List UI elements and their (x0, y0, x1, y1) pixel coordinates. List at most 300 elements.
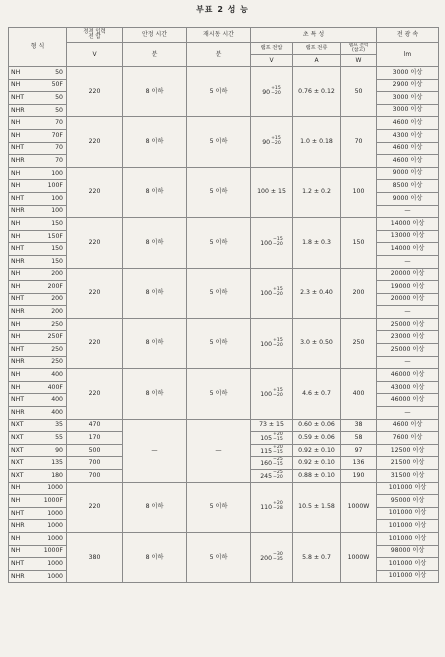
type-cell (9, 155, 67, 168)
lamp-current-cell: 0.88 ± 0.10 (293, 470, 341, 483)
tolerance-upper: −25 (273, 469, 283, 475)
rated-voltage-cell: 700 (67, 457, 123, 470)
header-restart-unit: 분 (187, 43, 251, 67)
table-row (9, 167, 439, 180)
lamp-power-cell: 1000W (341, 482, 377, 532)
tolerance-upper: +20 (273, 501, 283, 507)
type-model: NHT (11, 295, 25, 303)
type-cell (9, 268, 67, 281)
flux-cell: 3000 이상 (377, 104, 439, 117)
tolerance-lower: −20 (273, 342, 283, 348)
header-lamp-a-unit: A (293, 55, 341, 67)
type-cell (9, 470, 67, 483)
lamp-voltage-value: 90 (262, 88, 271, 96)
type-wattage: 35 (55, 421, 63, 429)
stable-time-cell: 8 이하 (123, 318, 187, 368)
type-wattage: 70F (51, 131, 63, 139)
restart-time-cell: 5 이하 (187, 532, 251, 582)
type-cell (9, 520, 67, 533)
type-wattage: 250 (51, 345, 63, 353)
type-cell (9, 570, 67, 583)
flux-cell: 98000 이상 (377, 545, 439, 558)
lamp-voltage-tolerance (273, 288, 283, 298)
header-lamp-w: 램프 전력 (참고) (341, 43, 377, 55)
type-wattage: 50F (51, 81, 63, 89)
type-model: NH (11, 131, 21, 139)
type-cell (9, 432, 67, 445)
type-model: NHT (11, 93, 25, 101)
tolerance-lower: −35 (273, 556, 283, 562)
header-flux-unit: lm (377, 43, 439, 67)
header-type: 형 식 (9, 28, 67, 67)
type-cell (9, 318, 67, 331)
tolerance-upper: −25 (273, 457, 283, 463)
lamp-current-cell: 1.2 ± 0.2 (293, 167, 341, 217)
lamp-voltage-cell (251, 218, 293, 268)
lamp-voltage-cell (251, 532, 293, 582)
lamp-voltage-cell (251, 457, 293, 470)
type-cell (9, 104, 67, 117)
type-model: NXT (11, 459, 24, 467)
stable-time-cell: 8 이하 (123, 369, 187, 419)
lamp-voltage-cell (251, 117, 293, 167)
type-cell (9, 243, 67, 256)
type-model: NH (11, 333, 21, 341)
lamp-voltage-value: 105 (260, 435, 273, 443)
type-cell (9, 306, 67, 319)
type-model: NH (11, 370, 21, 378)
type-model: NHR (11, 106, 25, 114)
type-cell (9, 545, 67, 558)
restart-time-cell: 5 이하 (187, 67, 251, 117)
lamp-current-cell: 1.0 ± 0.18 (293, 117, 341, 167)
type-cell (9, 482, 67, 495)
type-cell (9, 180, 67, 193)
stable-time-cell: 8 이하 (123, 117, 187, 167)
rated-voltage-cell: 220 (67, 218, 123, 268)
lamp-voltage-cell (251, 419, 293, 432)
flux-cell: 13000 이상 (377, 230, 439, 243)
flux-cell: 46000 이상 (377, 369, 439, 382)
table-row (9, 318, 439, 331)
lamp-voltage-tolerance (273, 553, 283, 563)
lamp-voltage-tolerance (273, 502, 283, 512)
tolerance-upper: +15 (273, 388, 283, 394)
type-wattage: 200 (51, 307, 63, 315)
header-lamp-v: 램프 전압 (251, 43, 293, 55)
tolerance-lower: −20 (273, 392, 283, 398)
type-cell (9, 293, 67, 306)
type-wattage: 70 (55, 119, 63, 127)
header-initial: 초 특 성 (251, 28, 377, 43)
rated-voltage-cell: 470 (67, 419, 123, 432)
stable-time-cell: 8 이하 (123, 67, 187, 117)
type-model: NH (11, 182, 21, 190)
type-cell (9, 129, 67, 142)
tolerance-upper: +15 (273, 287, 283, 293)
type-wattage: 180 (51, 471, 63, 479)
lamp-power-cell: 38 (341, 419, 377, 432)
type-model: NH (11, 383, 21, 391)
type-cell (9, 507, 67, 520)
tolerance-lower: −20 (271, 141, 281, 147)
lamp-current-cell: 1.8 ± 0.3 (293, 218, 341, 268)
flux-cell: 14000 이상 (377, 243, 439, 256)
type-model: NH (11, 81, 21, 89)
type-model: NHR (11, 358, 25, 366)
tolerance-lower: −15 (273, 437, 283, 443)
restart-time-cell: 5 이하 (187, 482, 251, 532)
type-wattage: 1000 (47, 522, 63, 530)
stable-time-cell: 8 이하 (123, 532, 187, 582)
lamp-voltage-cell (251, 318, 293, 368)
tolerance-upper: +20 (273, 432, 283, 438)
type-wattage: 400 (51, 408, 63, 416)
type-cell (9, 394, 67, 407)
flux-cell: 20000 이상 (377, 293, 439, 306)
type-cell (9, 117, 67, 130)
rated-voltage-cell: 170 (67, 432, 123, 445)
lamp-power-cell: 97 (341, 444, 377, 457)
type-model: NHT (11, 245, 25, 253)
stable-time-cell: — (123, 419, 187, 482)
restart-time-cell: — (187, 419, 251, 482)
rated-voltage-cell: 220 (67, 482, 123, 532)
type-cell (9, 356, 67, 369)
type-cell (9, 558, 67, 571)
type-wattage: 1000 (47, 484, 63, 492)
flux-cell: 101000 이상 (377, 507, 439, 520)
restart-time-cell: 5 이하 (187, 268, 251, 318)
type-model: NH (11, 169, 21, 177)
type-model: NHT (11, 144, 25, 152)
type-wattage: 250 (51, 320, 63, 328)
type-model: NH (11, 547, 21, 555)
table-row (9, 369, 439, 382)
flux-cell: 23000 이상 (377, 331, 439, 344)
lamp-current-cell: 3.0 ± 0.50 (293, 318, 341, 368)
type-wattage: 1000F (43, 547, 63, 555)
type-wattage: 100F (47, 182, 63, 190)
type-cell (9, 281, 67, 294)
header-lamp-w-unit: W (341, 55, 377, 67)
type-model: NXT (11, 471, 24, 479)
flux-cell: 46000 이상 (377, 394, 439, 407)
tolerance-upper: +15 (273, 337, 283, 343)
tolerance-lower: −20 (273, 241, 283, 247)
lamp-power-cell: 190 (341, 470, 377, 483)
header-lamp-a: 램프 전류 (293, 43, 341, 55)
type-wattage: 250 (51, 358, 63, 366)
type-cell (9, 167, 67, 180)
type-cell (9, 142, 67, 155)
rated-voltage-cell: 700 (67, 470, 123, 483)
lamp-voltage-tolerance (273, 389, 283, 399)
lamp-voltage-value: 73 ± 15 (259, 421, 284, 429)
tolerance-lower: −15 (273, 462, 283, 468)
type-cell (9, 419, 67, 432)
tolerance-lower: −20 (271, 90, 281, 96)
page-title: 부표 2 성 능 (196, 5, 249, 14)
type-model: NXT (11, 446, 24, 454)
type-cell (9, 92, 67, 105)
rated-voltage-cell: 220 (67, 369, 123, 419)
flux-cell: 101000 이상 (377, 558, 439, 571)
type-wattage: 1000 (47, 559, 63, 567)
flux-cell: 4600 이상 (377, 117, 439, 130)
rated-voltage-cell: 220 (67, 117, 123, 167)
lamp-voltage-value: 200 (260, 554, 273, 562)
flux-cell: 4600 이상 (377, 419, 439, 432)
table-row (9, 419, 439, 432)
type-wattage: 1000F (43, 496, 63, 504)
lamp-voltage-tolerance (271, 137, 281, 147)
tolerance-lower: −20 (273, 292, 283, 298)
restart-time-cell: 5 이하 (187, 318, 251, 368)
type-wattage: 55 (55, 433, 63, 441)
restart-time-cell: 5 이하 (187, 117, 251, 167)
lamp-current-cell: 0.59 ± 0.06 (293, 432, 341, 445)
type-cell (9, 79, 67, 92)
lamp-voltage-tolerance (273, 446, 283, 456)
type-wattage: 200 (51, 270, 63, 278)
lamp-power-cell: 50 (341, 67, 377, 117)
header-voltage: 정격 입력 전 압 (67, 28, 123, 43)
lamp-current-cell: 0.92 ± 0.10 (293, 457, 341, 470)
type-wattage: 400 (51, 396, 63, 404)
lamp-voltage-cell (251, 268, 293, 318)
flux-cell: 21500 이상 (377, 457, 439, 470)
type-model: NH (11, 219, 21, 227)
type-cell (9, 532, 67, 545)
rated-voltage-cell: 500 (67, 444, 123, 457)
rated-voltage-cell: 380 (67, 532, 123, 582)
flux-cell: — (377, 306, 439, 319)
flux-cell: 14000 이상 (377, 218, 439, 231)
flux-cell: 4600 이상 (377, 142, 439, 155)
tolerance-upper: +15 (271, 85, 281, 91)
tolerance-lower: −28 (273, 506, 283, 512)
stable-time-cell: 8 이하 (123, 218, 187, 268)
table-row (9, 218, 439, 231)
lamp-voltage-value: 100 (260, 390, 273, 398)
restart-time-cell: 5 이하 (187, 218, 251, 268)
type-wattage: 100 (51, 194, 63, 202)
lamp-power-cell: 200 (341, 268, 377, 318)
lamp-power-cell: 58 (341, 432, 377, 445)
flux-cell: 25000 이상 (377, 318, 439, 331)
type-model: NHT (11, 345, 25, 353)
type-wattage: 1000 (47, 572, 63, 580)
type-wattage: 1000 (47, 534, 63, 542)
flux-cell: 9000 이상 (377, 192, 439, 205)
rated-voltage-cell: 220 (67, 67, 123, 117)
type-wattage: 70 (55, 156, 63, 164)
type-cell (9, 192, 67, 205)
type-model: NH (11, 496, 21, 504)
lamp-power-cell: 250 (341, 318, 377, 368)
flux-cell: — (377, 356, 439, 369)
rated-voltage-cell: 220 (67, 167, 123, 217)
flux-cell: 7600 이상 (377, 432, 439, 445)
type-cell (9, 230, 67, 243)
type-cell (9, 381, 67, 394)
lamp-power-cell: 70 (341, 117, 377, 167)
lamp-voltage-cell (251, 167, 293, 217)
type-cell (9, 444, 67, 457)
tolerance-lower: −15 (273, 449, 283, 455)
type-wattage: 400 (51, 370, 63, 378)
lamp-voltage-tolerance (273, 339, 283, 349)
flux-cell: 101000 이상 (377, 570, 439, 583)
lamp-voltage-value: 160 (260, 460, 273, 468)
flux-cell: 2900 이상 (377, 79, 439, 92)
type-wattage: 150 (51, 257, 63, 265)
type-model: NH (11, 270, 21, 278)
flux-cell: — (377, 205, 439, 218)
lamp-voltage-cell (251, 470, 293, 483)
flux-cell: 12500 이상 (377, 444, 439, 457)
lamp-voltage-tolerance (273, 238, 283, 248)
lamp-voltage-value: 100 (260, 239, 273, 247)
lamp-voltage-value: 115 (260, 447, 273, 455)
rated-voltage-cell: 220 (67, 268, 123, 318)
lamp-current-cell: 2.3 ± 0.40 (293, 268, 341, 318)
type-model: NHR (11, 522, 25, 530)
type-model: NXT (11, 433, 24, 441)
lamp-voltage-tolerance (273, 471, 283, 481)
type-wattage: 50 (55, 106, 63, 114)
type-model: NHR (11, 307, 25, 315)
flux-cell: 101000 이상 (377, 482, 439, 495)
flux-cell: 4300 이상 (377, 129, 439, 142)
flux-cell: 25000 이상 (377, 344, 439, 357)
type-model: NHR (11, 257, 25, 265)
stable-time-cell: 8 이하 (123, 167, 187, 217)
flux-cell: 3000 이상 (377, 67, 439, 80)
type-model: NH (11, 320, 21, 328)
type-cell (9, 344, 67, 357)
header-stable: 안정 시간 (123, 28, 187, 43)
tolerance-upper: +15 (271, 136, 281, 142)
type-cell (9, 495, 67, 508)
type-model: NHT (11, 559, 25, 567)
flux-cell: 101000 이상 (377, 520, 439, 533)
lamp-voltage-cell (251, 444, 293, 457)
lamp-voltage-value: 110 (260, 504, 273, 512)
type-cell (9, 67, 67, 80)
type-model: NH (11, 232, 21, 240)
flux-cell: 101000 이상 (377, 532, 439, 545)
type-model: NHR (11, 156, 25, 164)
type-model: NH (11, 484, 21, 492)
type-cell (9, 369, 67, 382)
type-wattage: 150 (51, 219, 63, 227)
flux-cell: — (377, 407, 439, 420)
type-wattage: 100 (51, 207, 63, 215)
lamp-voltage-value: 245 (260, 472, 273, 480)
lamp-power-cell: 400 (341, 369, 377, 419)
stable-time-cell: 8 이하 (123, 268, 187, 318)
type-cell (9, 205, 67, 218)
type-cell (9, 331, 67, 344)
type-wattage: 70 (55, 144, 63, 152)
lamp-voltage-cell (251, 482, 293, 532)
table-row (9, 268, 439, 281)
lamp-voltage-value: 100 (260, 340, 273, 348)
type-model: NH (11, 119, 21, 127)
restart-time-cell: 5 이하 (187, 369, 251, 419)
tolerance-upper: −30 (273, 551, 283, 557)
lamp-voltage-cell (251, 369, 293, 419)
type-cell (9, 255, 67, 268)
flux-cell: — (377, 255, 439, 268)
type-model: NXT (11, 421, 24, 429)
type-wattage: 400F (47, 383, 63, 391)
table-row (9, 532, 439, 545)
lamp-power-cell: 100 (341, 167, 377, 217)
type-wattage: 150 (51, 245, 63, 253)
type-wattage: 1000 (47, 509, 63, 517)
type-cell (9, 218, 67, 231)
lamp-voltage-tolerance (271, 87, 281, 97)
lamp-voltage-value: 90 (262, 139, 271, 147)
table-body (9, 67, 439, 583)
type-wattage: 200F (47, 282, 63, 290)
flux-cell: 8500 이상 (377, 180, 439, 193)
type-model: NHR (11, 572, 25, 580)
flux-cell: 95000 이상 (377, 495, 439, 508)
type-wattage: 250F (47, 333, 63, 341)
flux-cell: 20000 이상 (377, 268, 439, 281)
flux-cell: 31500 이상 (377, 470, 439, 483)
tolerance-upper: +20 (273, 444, 283, 450)
type-model: NHT (11, 194, 25, 202)
type-wattage: 100 (51, 169, 63, 177)
type-model: NHT (11, 396, 25, 404)
lamp-current-cell: 10.5 ± 1.58 (293, 482, 341, 532)
lamp-current-cell: 0.76 ± 0.12 (293, 67, 341, 117)
lamp-voltage-value: 100 ± 15 (257, 188, 286, 196)
type-wattage: 50 (55, 93, 63, 101)
header-voltage-unit: V (67, 43, 123, 67)
lamp-voltage-cell (251, 67, 293, 117)
lamp-voltage-cell (251, 432, 293, 445)
type-cell (9, 457, 67, 470)
type-cell (9, 407, 67, 420)
header-restart: 재시동 시간 (187, 28, 251, 43)
type-model: NHR (11, 207, 25, 215)
table-row (9, 482, 439, 495)
table-row (9, 117, 439, 130)
tolerance-lower: −20 (273, 474, 283, 480)
flux-cell: 9000 이상 (377, 167, 439, 180)
type-model: NH (11, 68, 21, 76)
lamp-current-cell: 0.92 ± 0.10 (293, 444, 341, 457)
type-model: NHR (11, 408, 25, 416)
lamp-current-cell: 0.60 ± 0.06 (293, 419, 341, 432)
type-wattage: 135 (51, 459, 63, 467)
flux-cell: 3000 이상 (377, 92, 439, 105)
table-row (9, 67, 439, 80)
type-wattage: 200 (51, 295, 63, 303)
type-wattage: 90 (55, 446, 63, 454)
rated-voltage-cell: 220 (67, 318, 123, 368)
header-flux: 전 광 속 (377, 28, 439, 43)
flux-cell: 43000 이상 (377, 381, 439, 394)
type-wattage: 150F (47, 232, 63, 240)
lamp-power-cell: 1000W (341, 532, 377, 582)
